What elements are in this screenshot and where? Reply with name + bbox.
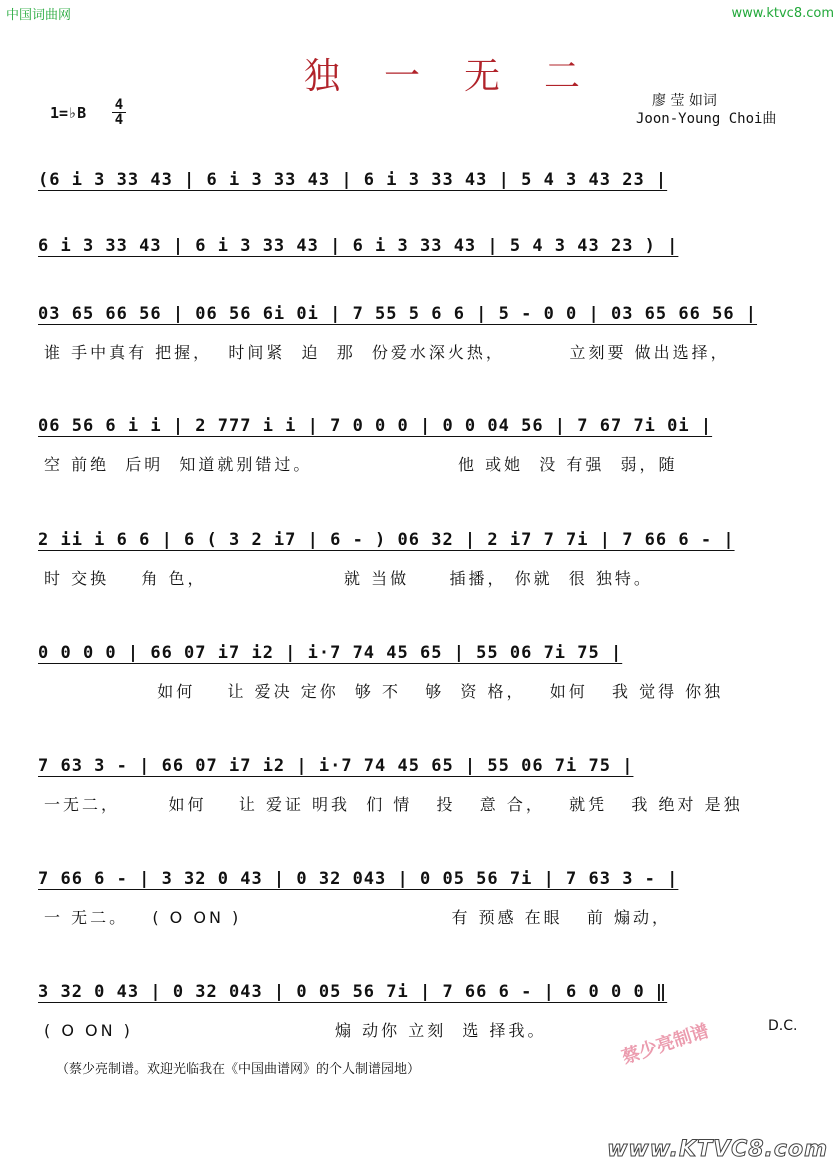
score-system-9-notes: 3 32 0 43 | 0 32 043 | 0 05 56 7i | 7 66 6 - | 6 0 0 0 ‖ <box>38 982 668 1002</box>
score-system-4-notes: 06 56 6 i i | 2 777 i i | 7 0 0 0 | 0 0 04 56 | 7 67 7i 0i | <box>38 416 713 436</box>
score-system-5-lyrics: 时 交换 角 色， 就 当做 插播， 你就 很 独特。 <box>44 569 653 588</box>
score-system-7-lyrics: 一无二， 如何 让 爱证 明我 们 情 投 意 合， 就凭 我 绝对 是独 <box>44 795 743 814</box>
time-signature-bottom: 4 <box>114 112 124 128</box>
score-system-8-lyrics: 一 无二。 ( O ON ) 有 预感 在眼 前 煽动， <box>44 908 671 927</box>
song-title: 独一无二 <box>303 56 624 97</box>
site-logo[interactable]: www.KTVC8.com <box>607 1137 828 1162</box>
da-capo-mark: D.C. <box>768 1018 798 1034</box>
score-system-6-lyrics: 如何 让 爱决 定你 够 不 够 资 格， 如何 我 觉得 你独 <box>44 682 724 701</box>
transcriber-watermark: 蔡少亮制谱 <box>619 1020 712 1069</box>
key-signature: 1=♭B <box>50 104 87 122</box>
score-system-8-notes: 7 66 6 - | 3 32 0 43 | 0 32 043 | 0 05 56 7i | 7 63 3 - | <box>38 869 679 889</box>
score-system-4-lyrics: 空 前绝 后明 知道就别错过。 他 或她 没 有强 弱，随 <box>44 455 678 474</box>
score-system-2-notes: 6 i 3 33 43 | 6 i 3 33 43 | 6 i 3 33 43 | 5 4 3 43 23 ) | <box>38 236 679 256</box>
score-system-1-notes: (6 i 3 33 43 | 6 i 3 33 43 | 6 i 3 33 43 | 5 4 3 43 23 | <box>38 170 668 190</box>
score-system-9-lyrics: ( O ON ) 煽 动你 立刻 选 择我。 <box>44 1021 547 1040</box>
composer-credit: Joon-Young Choi曲 <box>636 111 777 127</box>
time-signature <box>112 98 126 127</box>
score-system-3-notes: 03 65 66 56 | 06 56 6i 0i | 7 55 5 6 6 | 5 - 0 0 | 03 65 66 56 | <box>38 304 758 324</box>
score-system-5-notes: 2 ii i 6 6 | 6 ( 3 2 i7 | 6 - ) 06 32 | 2 i7 7 7i | 7 66 6 - | <box>38 530 735 550</box>
lyricist-credit: 廖 莹 如词 <box>652 93 717 109</box>
transcriber-note: （蔡少亮制谱。欢迎光临我在《中国曲谱网》的个人制谱园地） <box>56 1062 421 1077</box>
site-url-right[interactable]: www.ktvc8.com <box>731 6 834 21</box>
score-system-7-notes: 7 63 3 - | 66 07 i7 i2 | i·7 74 45 65 | 55 06 7i 75 | <box>38 756 634 776</box>
score-system-6-notes: 0 0 0 0 | 66 07 i7 i2 | i·7 74 45 65 | 55 06 7i 75 | <box>38 643 623 663</box>
score-system-3-lyrics: 谁 手中真有 把握， 时间紧 迫 那 份爱水深火热， 立刻要 做出选择， <box>44 343 730 362</box>
time-signature-top: 4 <box>112 98 126 113</box>
site-name-left: 中国词曲网 <box>6 8 72 23</box>
